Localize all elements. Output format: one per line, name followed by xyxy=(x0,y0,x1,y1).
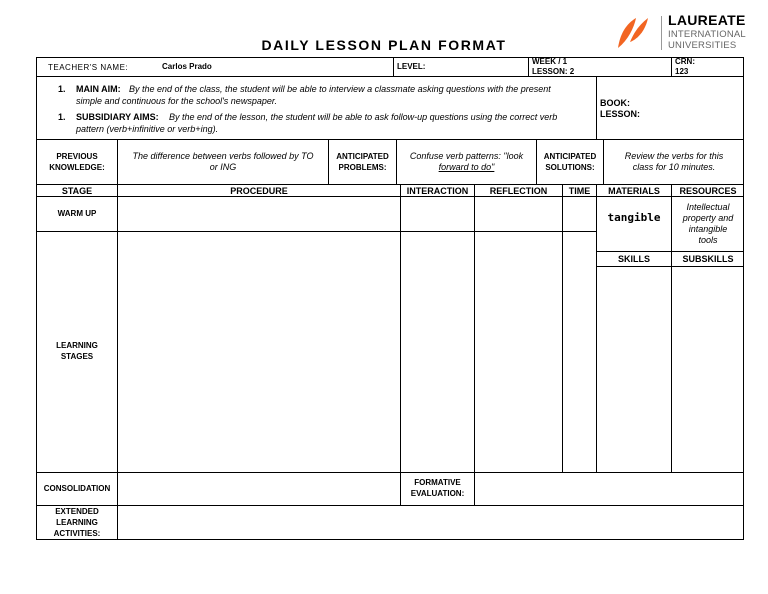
col-materials: MATERIALS xyxy=(608,186,660,196)
col-reflection: REFLECTION xyxy=(489,186,548,196)
logo-line2: INTERNATIONAL xyxy=(668,29,746,40)
subsidiary-aim-text-2: pattern (verb+infinitive or verb+ing). xyxy=(76,124,219,134)
subsidiary-aim-number: 1. xyxy=(58,112,66,122)
extended-label-1: EXTENDED xyxy=(55,507,99,516)
anticipated-solutions-label-1: ANTICIPATED xyxy=(543,152,597,161)
previous-knowledge-text-2: or ING xyxy=(209,162,237,172)
previous-knowledge-label-2: KNOWLEDGE: xyxy=(49,163,105,172)
main-aim-number: 1. xyxy=(58,84,66,94)
logo-divider xyxy=(661,16,662,50)
col-procedure: PROCEDURE xyxy=(230,186,288,196)
subsidiary-aim-text-1: By the end of the lesson, the student will be able to ask follow-up questions using the correct verb xyxy=(169,112,558,122)
anticipated-problems-text-1: Confuse verb patterns: "look xyxy=(409,151,524,161)
lesson-label: LESSON: xyxy=(600,109,641,119)
extended-label-2: LEARNING xyxy=(56,518,98,527)
previous-knowledge-text-1: The difference between verbs followed by TO xyxy=(132,151,314,161)
page-title: DAILY LESSON PLAN FORMAT xyxy=(261,37,507,53)
lesson-grid xyxy=(36,184,744,473)
previous-knowledge-label-1: PREVIOUS xyxy=(56,152,98,161)
subskills-label: SUBSKILLS xyxy=(682,254,734,264)
resources-text-1: Intellectual xyxy=(686,202,730,212)
subsidiary-aim-label: SUBSIDIARY AIMS: xyxy=(76,112,159,122)
week-label: WEEK / 1 xyxy=(532,57,568,66)
anticipated-problems-label-1: ANTICIPATED xyxy=(336,152,389,161)
col-stage: STAGE xyxy=(61,186,93,196)
consolidation-row xyxy=(36,472,744,506)
resources-text-4: tools xyxy=(698,235,718,245)
anticipated-problems-text-2: forward to do" xyxy=(438,162,495,172)
main-aim-text-2: simple and continuous for the school's newspaper. xyxy=(76,96,278,106)
logo-line3: UNIVERSITIES xyxy=(668,40,737,51)
formative-evaluation-label-1: FORMATIVE xyxy=(414,478,461,487)
teacher-label: TEACHER'S NAME: xyxy=(48,63,129,72)
resources-text-3: intangible xyxy=(688,224,728,234)
anticipated-solutions-text-1: Review the verbs for this xyxy=(624,151,724,161)
main-aim-label: MAIN AIM: xyxy=(76,84,121,94)
anticipated-problems-label-2: PROBLEMS: xyxy=(338,163,387,172)
resources-text-2: property and xyxy=(682,213,734,223)
crn-label: CRN: xyxy=(675,57,695,66)
teacher-name: Carlos Prado xyxy=(162,62,212,71)
anticipated-solutions-text-2: class for 10 minutes. xyxy=(632,162,716,172)
skills-label: SKILLS xyxy=(617,254,650,264)
anticipated-solutions-label-2: SOLUTIONS: xyxy=(545,163,595,172)
col-time: TIME xyxy=(568,186,591,196)
leaf-icon xyxy=(616,12,652,52)
warm-up-label: WARM UP xyxy=(57,209,97,218)
learning-stages-label-2: STAGES xyxy=(60,352,94,361)
level-label: LEVEL: xyxy=(397,62,426,71)
col-interaction: INTERACTION xyxy=(406,186,469,196)
learning-stages-label-1: LEARNING xyxy=(56,341,98,350)
extended-row xyxy=(36,505,744,540)
extended-label-3: ACTIVITIES: xyxy=(53,529,101,538)
consolidation-label: CONSOLIDATION xyxy=(43,484,111,493)
crn-value: 123 xyxy=(675,67,689,76)
lesson-number-label: LESSON: 2 xyxy=(532,67,575,76)
logo-line1: LAUREATE xyxy=(668,12,746,28)
book-label: BOOK: xyxy=(600,98,630,108)
col-resources: RESOURCES xyxy=(679,186,737,196)
laureate-logo xyxy=(614,12,754,52)
main-aim-text-1: By the end of the class, the student will be able to interview a classmate asking questions with the present xyxy=(129,84,551,94)
formative-evaluation-label-2: EVALUATION: xyxy=(410,489,465,498)
materials-tangible: tangible xyxy=(607,211,661,224)
header-row xyxy=(36,57,744,77)
